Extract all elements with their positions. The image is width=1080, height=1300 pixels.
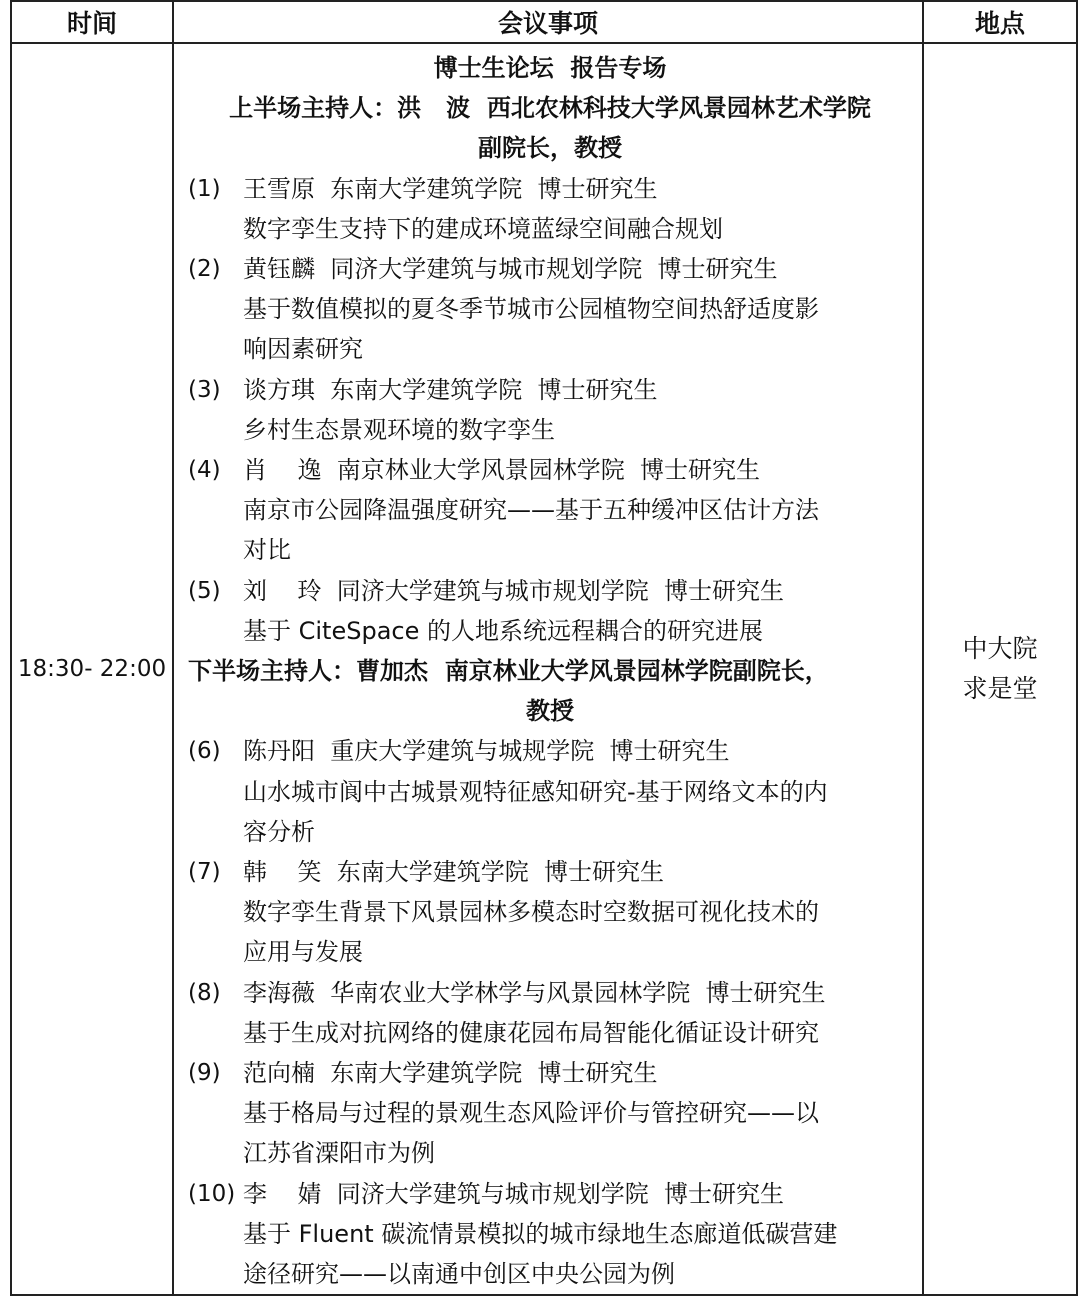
item-number: (10) bbox=[188, 1180, 236, 1207]
talk-title: 基于 CiteSpace 的人地系统远程耦合的研究进展 bbox=[243, 616, 763, 645]
header-agenda: 会议事项 bbox=[173, 1, 923, 43]
speaker-info: 黄钰麟 同济大学建筑与城市规划学院 博士研究生 bbox=[243, 255, 778, 284]
talk-title-continued: 对比 bbox=[243, 536, 291, 565]
header-row bbox=[11, 1, 1077, 43]
speaker-item bbox=[188, 249, 912, 370]
speaker-item bbox=[188, 973, 912, 1053]
talk-title: 乡村生态景观环境的数字孪生 bbox=[243, 415, 555, 444]
speaker-item bbox=[188, 571, 912, 651]
speaker-info: 王雪原 东南大学建筑学院 博士研究生 bbox=[243, 174, 658, 203]
talk-title: 南京市公园降温强度研究——基于五种缓冲区估计方法 bbox=[243, 496, 819, 525]
speaker-info: 李海薇 华南农业大学林学与风景园林学院 博士研究生 bbox=[243, 978, 826, 1007]
talk-title: 数字孪生支持下的建成环境蓝绿空间融合规划 bbox=[243, 214, 723, 243]
header-time: 时间 bbox=[11, 1, 173, 43]
talk-title-continued: 途径研究——以南通中创区中央公园为例 bbox=[243, 1260, 675, 1289]
speaker-item bbox=[188, 1174, 912, 1295]
item-number: (5) bbox=[188, 577, 221, 604]
first-half-host-line1: 上半场主持人：洪 波 西北农林科技大学风景园林艺术学院 bbox=[229, 94, 871, 123]
talk-title: 基于生成对抗网络的健康花园布局智能化循证设计研究 bbox=[243, 1018, 819, 1047]
speaker-info: 范向楠 东南大学建筑学院 博士研究生 bbox=[243, 1059, 658, 1088]
item-number: (9) bbox=[188, 1060, 221, 1087]
talk-title-continued: 容分析 bbox=[243, 817, 315, 846]
item-body bbox=[243, 852, 912, 973]
item-body bbox=[243, 1174, 912, 1295]
place-line2: 求是堂 bbox=[962, 674, 1038, 704]
item-number: (6) bbox=[188, 738, 221, 765]
talk-title-continued: 江苏省溧阳市为例 bbox=[243, 1139, 435, 1168]
item-body bbox=[243, 169, 912, 249]
first-half-items bbox=[188, 169, 912, 651]
speaker-item bbox=[188, 169, 912, 249]
talk-title-continued: 应用与发展 bbox=[243, 938, 363, 967]
forum-title: 博士生论坛 报告专场 bbox=[433, 54, 667, 82]
place-line1: 中大院 bbox=[962, 634, 1038, 664]
agenda-cell bbox=[173, 43, 923, 1295]
speaker-info: 李 婧 同济大学建筑与城市规划学院 博士研究生 bbox=[243, 1179, 785, 1208]
item-body bbox=[243, 370, 912, 450]
second-half-host bbox=[188, 651, 912, 731]
talk-title-continued: 响因素研究 bbox=[243, 335, 363, 364]
speaker-info: 刘 玲 同济大学建筑与城市规划学院 博士研究生 bbox=[243, 576, 785, 605]
speaker-info: 肖 逸 南京林业大学风景园林学院 博士研究生 bbox=[243, 456, 761, 485]
talk-title: 基于格局与过程的景观生态风险评价与管控研究——以 bbox=[243, 1099, 819, 1128]
talk-title: 数字孪生背景下风景园林多模态时空数据可视化技术的 bbox=[243, 898, 819, 927]
item-number: (7) bbox=[188, 859, 221, 886]
item-body bbox=[243, 1053, 912, 1174]
first-half-host bbox=[188, 88, 912, 168]
schedule-table bbox=[10, 0, 1078, 1296]
item-body bbox=[243, 450, 912, 571]
talk-title: 基于数值模拟的夏冬季节城市公园植物空间热舒适度影 bbox=[243, 295, 819, 324]
item-number: (4) bbox=[188, 457, 221, 484]
item-number: (3) bbox=[188, 376, 221, 403]
item-body bbox=[243, 249, 912, 370]
speaker-item bbox=[188, 1053, 912, 1174]
speaker-item bbox=[188, 450, 912, 571]
header-place: 地点 bbox=[923, 1, 1077, 43]
speaker-info: 韩 笑 东南大学建筑学院 博士研究生 bbox=[243, 858, 665, 887]
item-number: (1) bbox=[188, 175, 221, 202]
item-body bbox=[243, 731, 912, 852]
item-body bbox=[243, 571, 912, 651]
second-half-host-line2: 教授 bbox=[526, 697, 574, 726]
second-half-host-line1: 下半场主持人：曹加杰 南京林业大学风景园林学院副院长， bbox=[188, 657, 829, 686]
session-row bbox=[11, 43, 1077, 1295]
item-body bbox=[243, 973, 912, 1053]
item-number: (2) bbox=[188, 256, 221, 283]
item-number: (8) bbox=[188, 979, 221, 1006]
speaker-info: 陈丹阳 重庆大学建筑与城规学院 博士研究生 bbox=[243, 737, 730, 766]
session-time: 18:30- 22:00 bbox=[11, 43, 173, 1295]
place-cell bbox=[923, 43, 1077, 1295]
speaker-item bbox=[188, 852, 912, 973]
second-half-items bbox=[188, 731, 912, 1294]
talk-title: 基于 Fluent 碳流情景模拟的城市绿地生态廊道低碳营建 bbox=[243, 1219, 838, 1248]
first-half-host-line2: 副院长，教授 bbox=[478, 134, 622, 163]
speaker-info: 谈方琪 东南大学建筑学院 博士研究生 bbox=[243, 375, 658, 404]
speaker-item bbox=[188, 731, 912, 852]
talk-title: 山水城市阆中古城景观特征感知研究-基于网络文本的内 bbox=[243, 777, 828, 806]
speaker-item bbox=[188, 370, 912, 450]
